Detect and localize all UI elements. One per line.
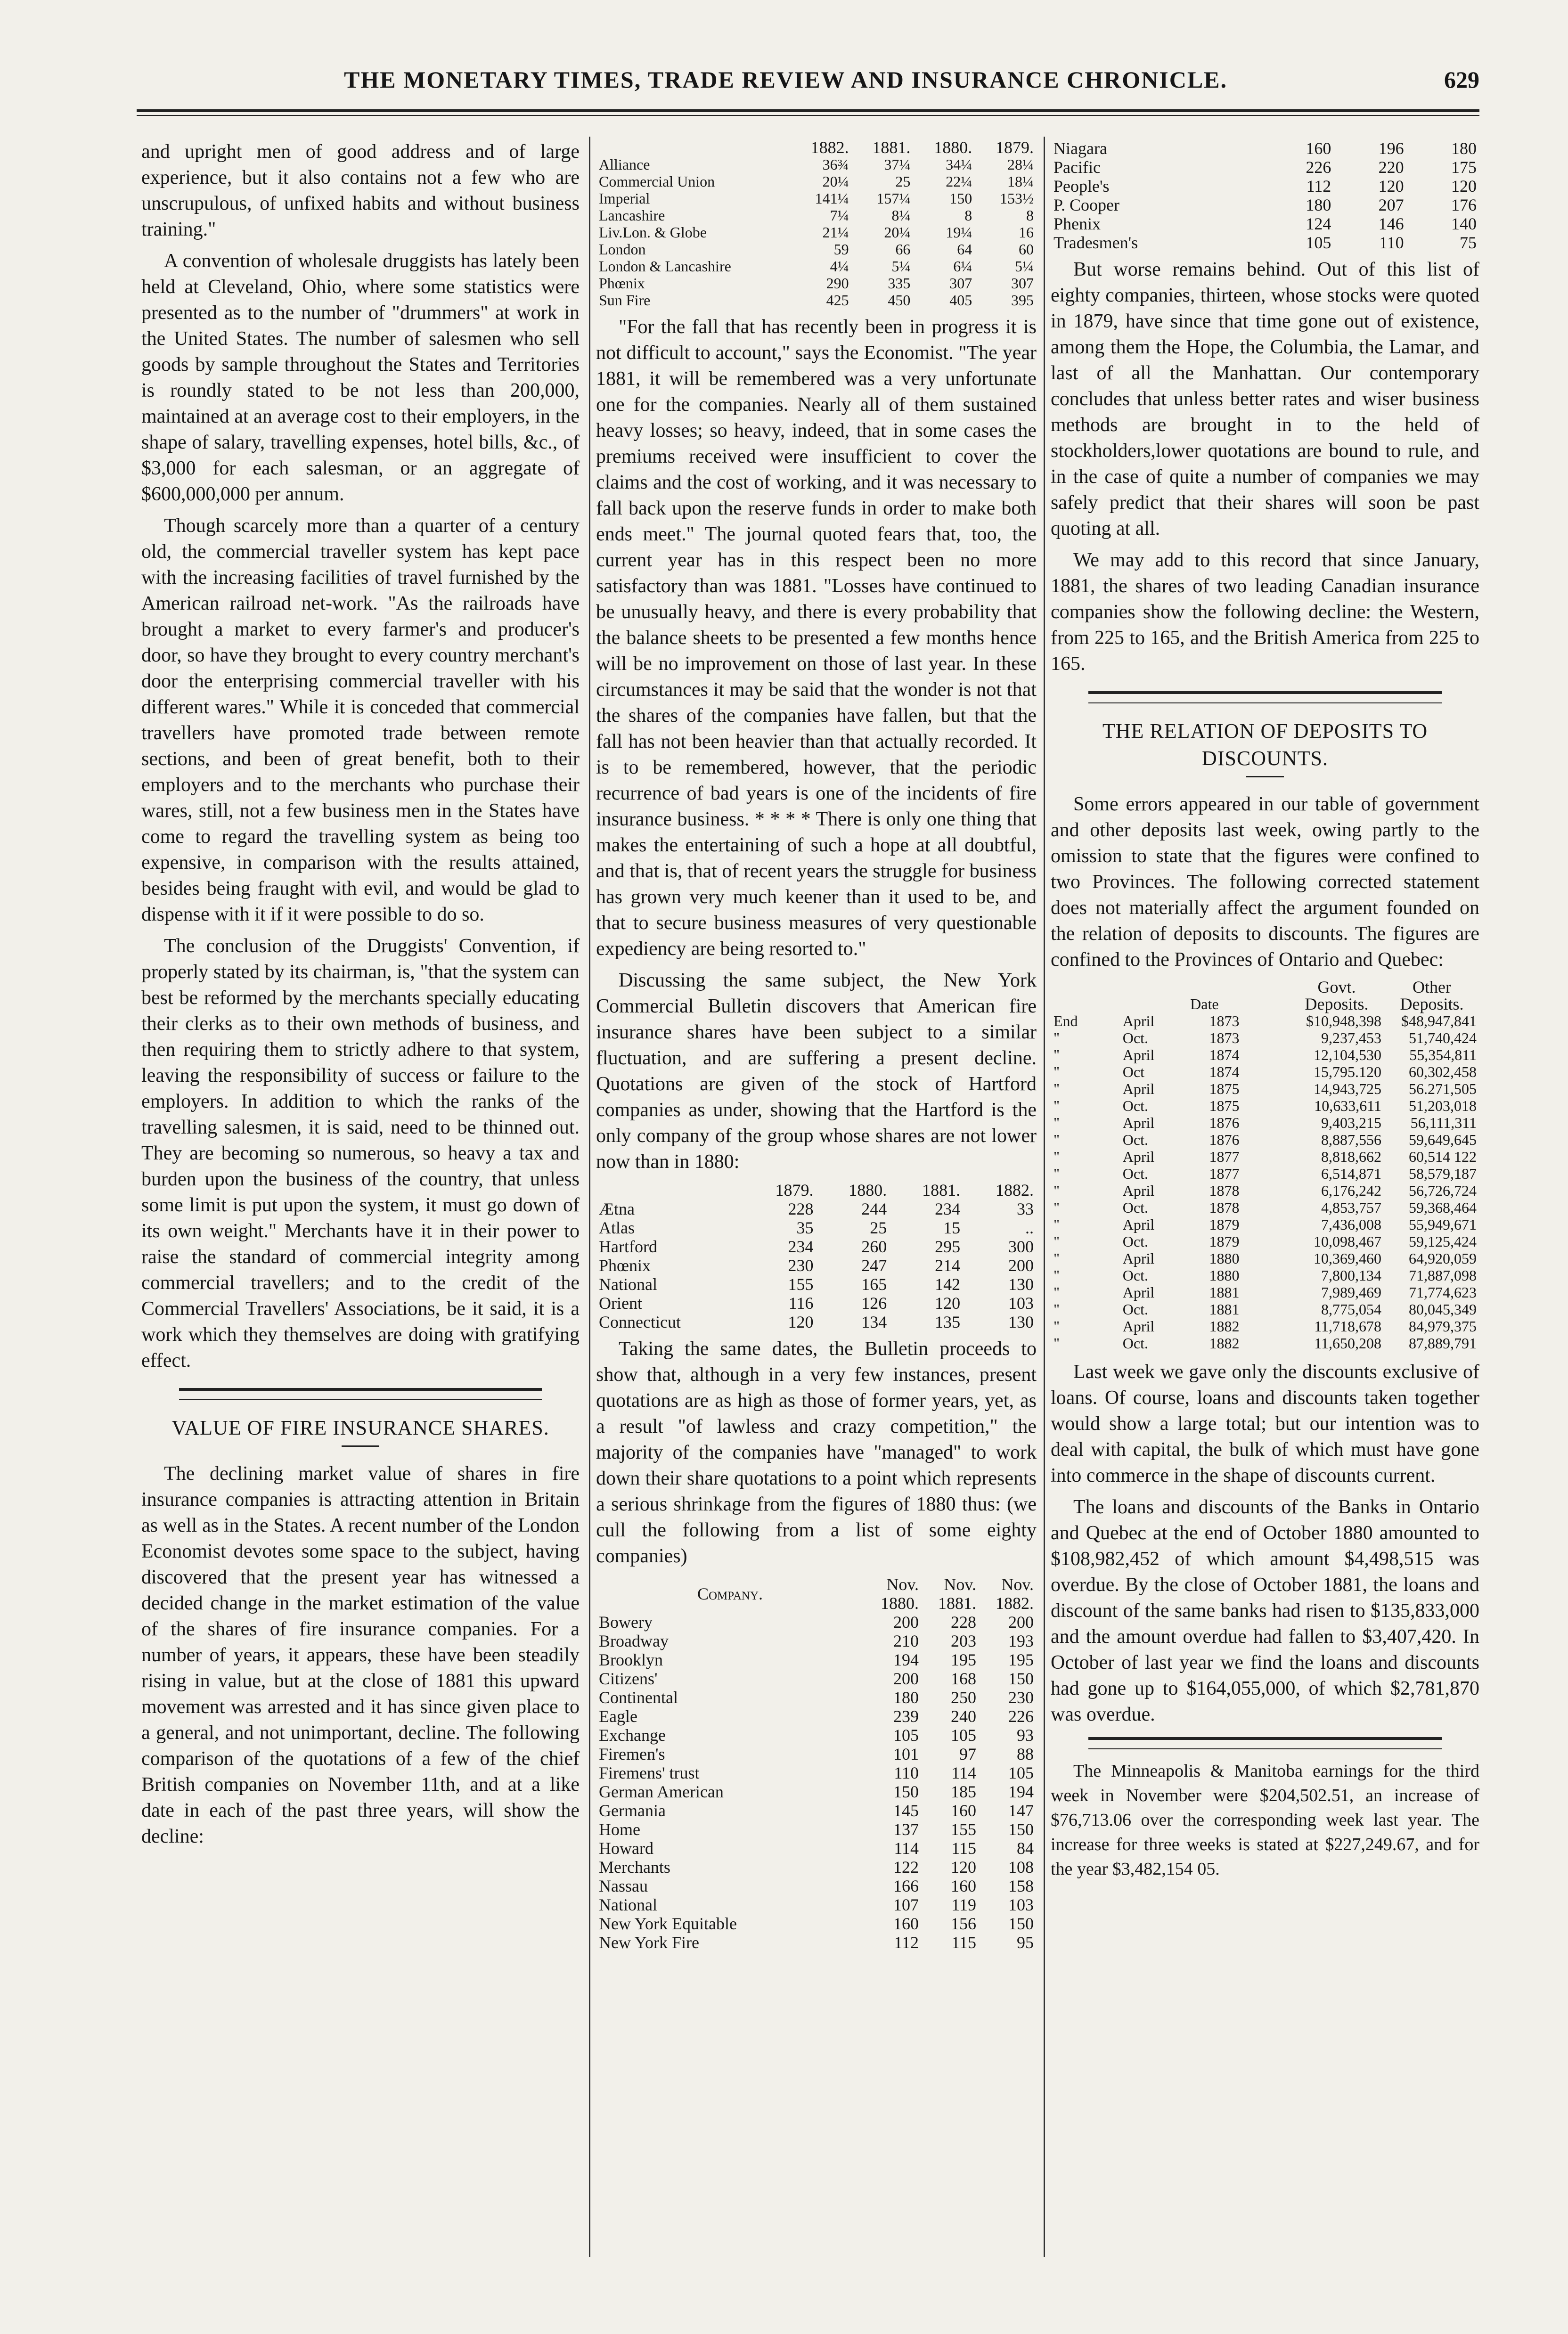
column-2 bbox=[596, 139, 1037, 1952]
company-name: New York Equitable bbox=[599, 1914, 737, 1933]
column-rule-left bbox=[589, 137, 590, 2257]
company-name: Firemen's bbox=[599, 1745, 665, 1763]
table-row: Bowery 200 228 200 bbox=[596, 1613, 1037, 1632]
table-row: End April 1873 $10,948,398 $48,947,841 bbox=[1054, 1012, 1477, 1029]
table-row: " Oct. 1879 10,098,467 59,125,424 bbox=[1054, 1233, 1477, 1250]
ny-shares-table-continued bbox=[1051, 139, 1479, 252]
column-3 bbox=[1051, 139, 1479, 1887]
paragraph: Though scarcely more than a quarter of a century old, the commercial traveller system has kept pace with the increasing facilities of travel furnished by the American railroad net-work. "As the railroads have brought a market to every farmer's and producer's door, so have they brought to every country merchant's door the enterprising commercial traveller with his different wares." While it is conceded that commercial travellers have promoted trade between remote sections, and been of great benefit, both to their employers and to the merchants who purchase their wares, still, not a few business men in the States have come to regard the travelling system as being too expensive, in comparison with the results attained, besides being fraught with evil, and would be glad to dispense with it if it were possible to do so. bbox=[141, 515, 580, 925]
year-header: 1881. bbox=[872, 138, 911, 157]
company-name: Broadway bbox=[599, 1632, 669, 1650]
table-row: " Oct 1874 15,795.120 60,302,458 bbox=[1054, 1063, 1477, 1080]
company-name: Connecticut bbox=[599, 1313, 681, 1331]
header-rule-thin bbox=[137, 115, 1479, 116]
company-name: Orient bbox=[599, 1294, 642, 1313]
header-rule-thick bbox=[137, 109, 1479, 112]
table-row: Citizens' 200 168 150 bbox=[596, 1669, 1037, 1688]
table-row: German American 150 185 194 bbox=[596, 1782, 1037, 1801]
company-name: Niagara bbox=[1054, 139, 1107, 158]
company-name: Phœnix bbox=[599, 275, 645, 292]
section-heading: THE RELATION OF DEPOSITS TO DISCOUNTS. bbox=[1102, 719, 1428, 770]
paragraph: A convention of wholesale druggists has lately been held at Cleveland, Ohio, where some statistics were presented as to the number of "drummers" at work in the United States. The number of salesmen who sell goods by sample throughout the States and Territories is roundly stated to be not less than 200,000, maintained at an average cost to their employers, in the shape of salary, travelling expenses, hotel bills, &c., of $3,000 for each salesman, or an aggregate of $600,000,000 per annum. bbox=[141, 250, 580, 505]
table-row: Howard 114 115 84 bbox=[596, 1839, 1037, 1858]
table-row: " April 1880 10,369,460 64,920,059 bbox=[1054, 1250, 1477, 1267]
company-name: Lancashire bbox=[599, 207, 665, 224]
company-name: Home bbox=[599, 1820, 640, 1839]
hartford-shares-table bbox=[596, 1181, 1037, 1331]
table-row: Orient 116 126 120 103 bbox=[596, 1294, 1037, 1313]
company-name: London & Lancashire bbox=[599, 258, 731, 275]
company-name: People's bbox=[1054, 177, 1110, 196]
company-name: Howard bbox=[599, 1839, 653, 1858]
table-row: Liv.Lon. & Globe 21¼ 20¼ 19¼ 16 bbox=[596, 224, 1037, 241]
company-name: Continental bbox=[599, 1688, 678, 1707]
date-header: Date bbox=[1190, 996, 1219, 1012]
year-header: 1880. bbox=[849, 1181, 887, 1200]
company-name: National bbox=[599, 1275, 657, 1294]
table-row: " April 1878 6,176,242 56,726,724 bbox=[1054, 1182, 1477, 1199]
section-separator bbox=[1088, 691, 1442, 703]
company-name: Liv.Lon. & Globe bbox=[599, 224, 707, 241]
company-name: Phœnix bbox=[599, 1256, 651, 1275]
heading-dash bbox=[342, 1445, 379, 1447]
table-row: Commercial Union 20¼ 25 22¼ 18¼ bbox=[596, 173, 1037, 190]
year-header: 1879. bbox=[996, 138, 1034, 157]
table-row: Niagara 160 196 180 bbox=[1051, 139, 1479, 158]
paragraph: We may add to this record that since January, 1881, the shares of two leading Canadian insurance companies show the following decline: the Western, from 225 to 165, and the British America from 225 to 165. bbox=[1051, 549, 1479, 675]
earnings-note: The Minneapolis & Manitoba earnings for the third week in November were $204,502.51, an increase of $76,713.06 over the corresponding week last year. The increase for three weeks is stated at $227,249.67, and for the year $3,482,154 05. bbox=[1051, 1761, 1479, 1879]
company-name: Nassau bbox=[599, 1877, 648, 1895]
company-name: Tradesmen's bbox=[1054, 233, 1138, 252]
table-row: " April 1877 8,818,662 60,514 122 bbox=[1054, 1148, 1477, 1165]
table-row: Exchange 105 105 93 bbox=[596, 1726, 1037, 1745]
year-header: Nov. 1881. bbox=[938, 1575, 976, 1613]
table-row: Hartford 234 260 295 300 bbox=[596, 1237, 1037, 1256]
table-row: " Oct. 1878 4,853,757 59,368,464 bbox=[1054, 1199, 1477, 1216]
column-1 bbox=[141, 139, 580, 1855]
table-row: " Oct. 1877 6,514,871 58,579,187 bbox=[1054, 1165, 1477, 1182]
table-row: " April 1879 7,436,008 55,949,671 bbox=[1054, 1216, 1477, 1233]
govt-header: Govt. Deposits. bbox=[1305, 978, 1369, 1013]
table-row: P. Cooper 180 207 176 bbox=[1051, 196, 1479, 214]
year-header: 1879. bbox=[775, 1181, 814, 1200]
year-header: Nov. 1882. bbox=[996, 1575, 1034, 1613]
company-name: Merchants bbox=[599, 1858, 670, 1877]
paragraph: Last week we gave only the discounts exclusive of loans. Of course, loans and discounts taken together would show a large total; but our intention was to deal with capital, the bulk of which must have gone into commerce in the shape of discounts current. bbox=[1051, 1361, 1479, 1486]
table-row: Firemen's 101 97 88 bbox=[596, 1745, 1037, 1763]
ny-shares-table bbox=[596, 1575, 1037, 1952]
company-name: Ætna bbox=[599, 1200, 635, 1218]
heading-dash bbox=[1246, 776, 1284, 777]
company-name: Eagle bbox=[599, 1707, 637, 1726]
section-separator bbox=[1088, 1737, 1442, 1749]
table-row: New York Equitable 160 156 150 bbox=[596, 1914, 1037, 1933]
table-row: National 155 165 142 130 bbox=[596, 1275, 1037, 1294]
table-row: " Oct. 1873 9,237,453 51,740,424 bbox=[1054, 1029, 1477, 1046]
paragraph: But worse remains behind. Out of this list of eighty companies, thirteen, whose stocks were quoted in 1879, have since that time gone out of existence, among them the Hope, the Columbia, the Lamar, and last of all the Manhattan. Our contemporary concludes that unless better rates and wiser business methods are brought in to the held of stockholders,lower quotations are bound to rule, and in the case of quite a number of companies we may safely predict that their shares will soon be past quoting at all. bbox=[1051, 259, 1479, 539]
table-row: " April 1875 14,943,725 56.271,505 bbox=[1054, 1080, 1477, 1097]
company-name: Citizens' bbox=[599, 1669, 658, 1688]
company-name: London bbox=[599, 241, 646, 258]
british-shares-table bbox=[596, 139, 1037, 309]
table-row: Continental 180 250 230 bbox=[596, 1688, 1037, 1707]
page-header bbox=[137, 66, 1479, 104]
table-row: Phœnix 290 335 307 307 bbox=[596, 275, 1037, 292]
table-row: " April 1881 7,989,469 71,774,623 bbox=[1054, 1284, 1477, 1301]
table-row: " April 1882 11,718,678 84,979,375 bbox=[1054, 1318, 1477, 1335]
paragraph: Taking the same dates, the Bulletin proceeds to show that, although in a very few instances, present quotations are as high as those of former years, yet, as a result "of lawless and crazy competition," the majority of the companies have "managed" to work down their share quotations to a point which represents a serious shrinkage from the figures of 1880 thus: (we cull the following from a list of some eighty companies) bbox=[596, 1338, 1037, 1567]
company-name: Germania bbox=[599, 1801, 666, 1820]
company-name: Hartford bbox=[599, 1237, 657, 1256]
table-row: " Oct. 1882 11,650,208 87,889,791 bbox=[1054, 1335, 1477, 1352]
table-row: London & Lancashire 4¼ 5¼ 6¼ 5¼ bbox=[596, 258, 1037, 275]
journal-title: THE MONETARY TIMES, TRADE REVIEW AND INSURANCE CHRONICLE. bbox=[344, 66, 1228, 93]
paragraph: The declining market value of shares in fire insurance companies is attracting attention in Britain as well as in the States. A recent number of the London Economist devotes some space to the subject, having discovered that the present year has witnessed a decided change in the market estimation of the value of the shares of fire insurance companies. For a number of years, it appears, these have been steadily rising in value, but at the close of 1881 this upward movement was arrested and it has since given place to a general, and not unimportant, decline. The following comparison of the quotations of a few of the chief British companies on November 11th, and at a like date in each of the past three years, will show the decline: bbox=[141, 1463, 580, 1847]
table-row: National 107 119 103 bbox=[596, 1895, 1037, 1914]
page-number: 629 bbox=[1444, 66, 1479, 93]
table-row: Connecticut 120 134 135 130 bbox=[596, 1313, 1037, 1331]
table-row: Sun Fire 425 450 405 395 bbox=[596, 292, 1037, 309]
table-row: New York Fire 112 115 95 bbox=[596, 1933, 1037, 1952]
company-name: Brooklyn bbox=[599, 1650, 663, 1669]
paragraph: The loans and discounts of the Banks in Ontario and Quebec at the end of October 1880 amounted to $108,982,452 of which amount $4,498,515 was overdue. By the close of October 1881, the loans and discount of the same banks had risen to $135,833,000 and the amount overdue had fallen to $3,407,420. In October of last year we find the loans and discounts had gone up to $164,055,000, of which $2,781,870 was overdue. bbox=[1051, 1496, 1479, 1725]
table-row: " Oct. 1876 8,887,556 59,649,645 bbox=[1054, 1131, 1477, 1148]
table-row: Phenix 124 146 140 bbox=[1051, 214, 1479, 233]
company-name: Exchange bbox=[599, 1726, 666, 1745]
company-name: German American bbox=[599, 1782, 724, 1801]
company-name: Firemens' trust bbox=[599, 1763, 700, 1782]
company-name: National bbox=[599, 1895, 657, 1914]
company-name: Pacific bbox=[1054, 158, 1101, 177]
paragraph: and upright men of good address and of large experience, but it also contains not a few who are unscrupulous, of unfixed habits and without business training." bbox=[141, 141, 580, 240]
table-row: Phœnix 230 247 214 200 bbox=[596, 1256, 1037, 1275]
table-row: Merchants 122 120 108 bbox=[596, 1858, 1037, 1877]
paragraph: "For the fall that has recently been in progress it is not difficult to account," says the Economist. "The year 1881, it will be remembered was a very unfortunate one for the companies. Nearly all of them sustained heavy losses; so heavy, indeed, that in some cases the premiums received were insufficient to cover the claims and the cost of working, and it was necessary to fall back upon the reserve funds in order to make both ends meet." The journal quoted fears that, too, the current year has in this respect been no more satisfactory than was 1881. "Losses have continued to be unusually heavy, and there is every probability that the balance sheets to be presented a few months hence will be no improvement on those of last year. In these circumstances it may be said that the wonder is not that the shares of the companies have fallen, but that the fall has not been heavier than that actually recorded. It is to be remembered, however, that the periodic recurrence of bad years is one of the incidents of fire insurance business. * * * * There is only one thing that makes the entertaining of such a hope at all doubtful, and that is, that of recent years the struggle for business has grown very much keener than it used to be, and that to secure business measures of very questionable expediency are being resorted to." bbox=[596, 316, 1037, 960]
year-header: Nov. 1880. bbox=[881, 1575, 919, 1613]
column-rule-right bbox=[1044, 137, 1045, 2257]
table-row: Nassau 166 160 158 bbox=[596, 1877, 1037, 1895]
table-row: Lancashire 7¼ 8¼ 8 8 bbox=[596, 207, 1037, 224]
table-row: " Oct. 1880 7,800,134 71,887,098 bbox=[1054, 1267, 1477, 1284]
paragraph: The conclusion of the Druggists' Convention, if properly stated by its chairman, is, "that the system can best be reformed by the merchants specially educating their clerks as to their own methods of business, and then requiring them to strictly adhere to that system, leaving the responsibility of success or failure to the employers. In addition to which the ranks of the travelling salesmen, it is said, need to be thinned out. They are becoming so numerous, so heavy a tax and burden upon the business of the country, that unless some limit is put upon the system, it must go down of its own weight." Merchants have it in their power to raise the standard of commercial integrity among commercial travellers; and to the credit of the Commercial Travellers' Associations, be it said, it is a work which they themselves are doing with gratifying effect. bbox=[141, 935, 580, 1371]
company-name: New York Fire bbox=[599, 1933, 700, 1952]
table-row: Germania 145 160 147 bbox=[596, 1801, 1037, 1820]
table-row: Home 137 155 150 bbox=[596, 1820, 1037, 1839]
paragraph: Some errors appeared in our table of government and other deposits last week, owing partly to the omission to state that the figures were confined to two Provinces. The following corrected statement does not materially affect the argument founded on the relation of deposits to discounts. The figures are confined to the Provinces of Ontario and Quebec: bbox=[1051, 793, 1479, 971]
table-row: Tradesmen's 105 110 75 bbox=[1051, 233, 1479, 252]
company-name: Imperial bbox=[599, 190, 650, 207]
table-row: Imperial 141¼ 157¼ 150 153½ bbox=[596, 190, 1037, 207]
table-row: London 59 66 64 60 bbox=[596, 241, 1037, 258]
table-row: " April 1876 9,403,215 56,111,311 bbox=[1054, 1114, 1477, 1131]
company-name: Bowery bbox=[599, 1613, 653, 1632]
paragraph: Discussing the same subject, the New York Commercial Bulletin discovers that American fire insurance shares have been subject to a similar fluctuation, and are suffering a present decline. Quotations are given of the stock of Hartford companies as under, showing that the Hartford is the only company of the group whose shares are not lower now than in 1880: bbox=[596, 970, 1037, 1173]
section-separator bbox=[179, 1388, 542, 1400]
table-row: " April 1874 12,104,530 55,354,811 bbox=[1054, 1046, 1477, 1063]
table-row: Brooklyn 194 195 195 bbox=[596, 1650, 1037, 1669]
table-row: " Oct. 1881 8,775,054 80,045,349 bbox=[1054, 1301, 1477, 1318]
company-name: Atlas bbox=[599, 1218, 635, 1237]
company-name: Alliance bbox=[599, 156, 650, 173]
table-row: People's 112 120 120 bbox=[1051, 177, 1479, 196]
table-row: " Oct. 1875 10,633,611 51,203,018 bbox=[1054, 1097, 1477, 1114]
year-header: 1881. bbox=[922, 1181, 961, 1200]
table-row: Alliance 36¾ 37¼ 34¼ 28¼ bbox=[596, 156, 1037, 173]
year-header: 1882. bbox=[810, 138, 849, 157]
other-header: Other Deposits. bbox=[1400, 978, 1464, 1013]
company-name: Phenix bbox=[1054, 214, 1101, 233]
table-row: Firemens' trust 110 114 105 bbox=[596, 1763, 1037, 1782]
company-header: Company. bbox=[697, 1584, 763, 1603]
table-row: Pacific 226 220 175 bbox=[1051, 158, 1479, 177]
company-name: Commercial Union bbox=[599, 173, 715, 190]
company-name: Sun Fire bbox=[599, 292, 651, 309]
table-row: Eagle 239 240 226 bbox=[596, 1707, 1037, 1726]
section-heading: VALUE OF FIRE INSURANCE SHARES. bbox=[172, 1416, 549, 1439]
table-row: Atlas 35 25 15 .. bbox=[596, 1218, 1037, 1237]
deposits-table bbox=[1051, 979, 1479, 1352]
year-header: 1882. bbox=[996, 1181, 1034, 1200]
table-row: Broadway 210 203 193 bbox=[596, 1632, 1037, 1650]
company-name: P. Cooper bbox=[1054, 196, 1120, 214]
table-row: Ætna 228 244 234 33 bbox=[596, 1200, 1037, 1218]
year-header: 1880. bbox=[934, 138, 972, 157]
